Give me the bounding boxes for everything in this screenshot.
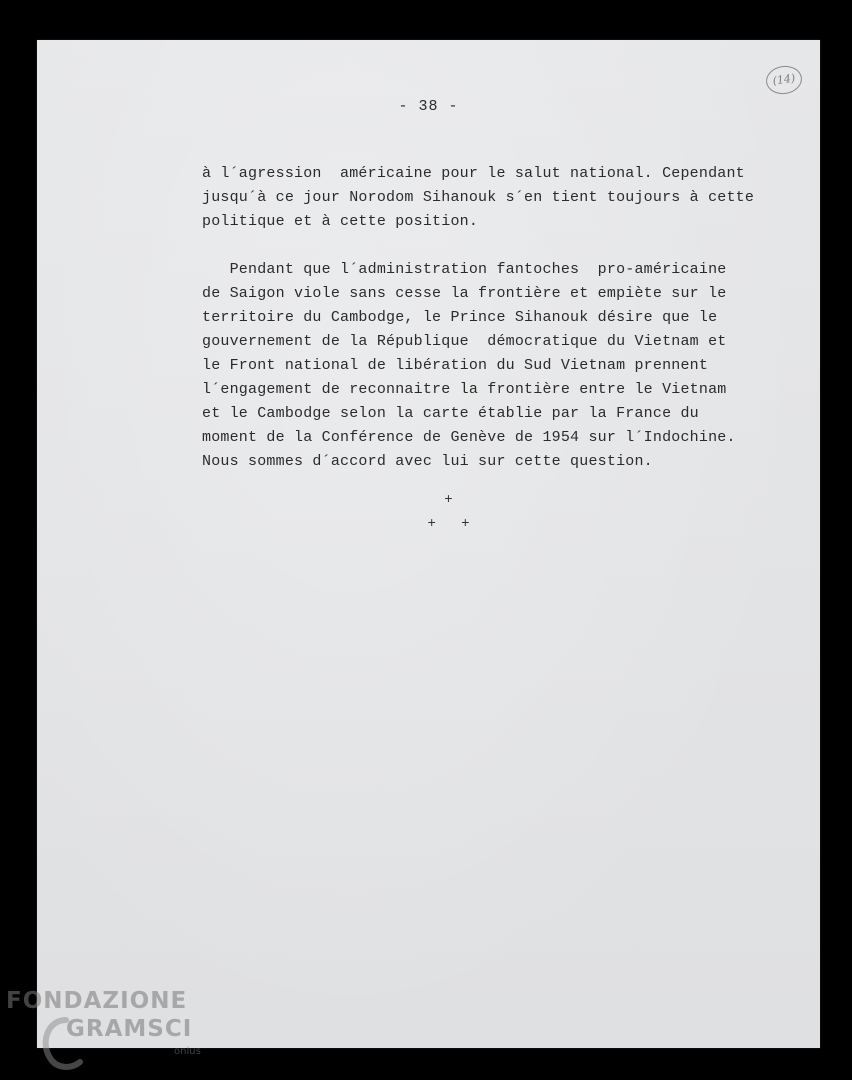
text-line: Nous sommes d´accord avec lui sur cette question. bbox=[202, 453, 653, 470]
text-line: moment de la Conférence de Genève de 1954 sur l´Indochine. bbox=[202, 429, 736, 446]
text-line: jusqu´à ce jour Norodom Sihanouk s´en tient toujours à cette bbox=[202, 189, 755, 206]
watermark-line1: FONDAZIONE bbox=[6, 988, 188, 1014]
ornament-top: + bbox=[444, 492, 453, 508]
text-line: Pendant que l´administration fantoches pro-américaine bbox=[202, 261, 727, 278]
text-line: politique et à cette position. bbox=[202, 213, 479, 230]
text-line: le Front national de libération du Sud Vietnam prennent bbox=[202, 357, 709, 374]
archive-mark: (14) bbox=[764, 64, 804, 97]
watermark-line3: onlus bbox=[174, 1046, 201, 1057]
text-line: de Saigon viole sans cesse la frontière et empiète sur le bbox=[202, 285, 727, 302]
text-line: l´engagement de reconnaitre la frontière entre le Vietnam bbox=[202, 381, 727, 398]
ornament-bottom: + + bbox=[427, 516, 470, 532]
page-number: - 38 - bbox=[398, 98, 459, 115]
body-text bbox=[202, 162, 802, 474]
watermark-line2: GRAMSCI bbox=[66, 1016, 193, 1042]
text-line: et le Cambodge selon la carte établie par la France du bbox=[202, 405, 699, 422]
text-line: à l´agression américaine pour le salut national. Cependant bbox=[202, 165, 745, 182]
document-page bbox=[37, 40, 820, 1048]
watermark-logo bbox=[6, 988, 226, 1078]
text-line: gouvernement de la République démocratique du Vietnam et bbox=[202, 333, 727, 350]
text-line: territoire du Cambodge, le Prince Sihanouk désire que le bbox=[202, 309, 718, 326]
